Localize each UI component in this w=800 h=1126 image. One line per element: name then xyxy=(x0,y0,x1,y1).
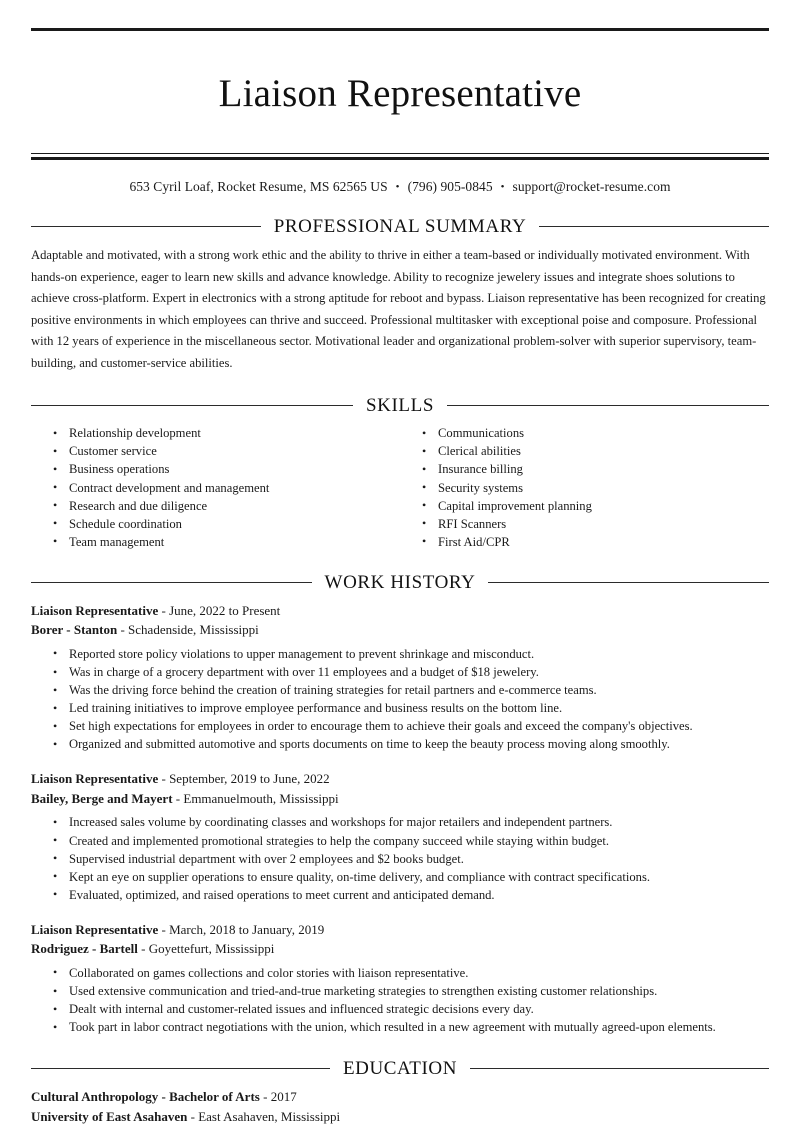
dash-separator: - xyxy=(175,790,181,806)
list-item: • Kept an eye on supplier operations to ensure quality, on-time delivery, and compliance with contract specifications. xyxy=(69,869,769,887)
dash-separator: - xyxy=(190,1108,195,1124)
list-item: • Team management xyxy=(69,533,400,551)
job-title: Liaison Representative xyxy=(31,771,159,787)
list-item: • Communications xyxy=(438,424,769,442)
job-dates: September, 2019 to June, 2022 xyxy=(169,771,330,787)
work-history-entry xyxy=(31,920,769,1037)
page-title: Liaison Representative xyxy=(218,72,582,116)
job-company-line xyxy=(31,620,769,640)
section-header-skills xyxy=(31,396,769,415)
list-item: • Took part in labor contract negotiations with the union, which resulted in a new agreement with mutually agreed-upon elements. xyxy=(69,1019,769,1037)
list-item: • Clerical abilities xyxy=(438,442,769,460)
contact-separator-1: • xyxy=(395,181,400,194)
list-item: • Contract development and management xyxy=(69,479,400,497)
work-history-entry xyxy=(31,601,769,755)
dash-separator: - xyxy=(141,941,146,957)
list-item: • Insurance billing xyxy=(438,460,769,478)
list-item: • Business operations xyxy=(69,460,400,478)
education-year: 2017 xyxy=(270,1089,297,1105)
job-title: Liaison Representative xyxy=(31,602,159,618)
dash-separator: - xyxy=(161,921,166,937)
section-rule-left xyxy=(31,582,312,583)
job-company-line xyxy=(31,789,769,809)
list-item: • Capital improvement planning xyxy=(438,497,769,515)
section-title-education: EDUCATION xyxy=(342,1058,458,1080)
section-header-education xyxy=(31,1059,769,1078)
skills-column-right xyxy=(400,424,769,551)
section-title-professional-summary: PROFESSIONAL SUMMARY xyxy=(273,216,527,238)
education-location: East Asahaven, Mississippi xyxy=(198,1108,341,1124)
list-item: • Dealt with internal and customer-related issues and influenced strategic decisions every day. xyxy=(69,1001,769,1019)
job-title-line xyxy=(31,920,769,940)
section-rule-left xyxy=(31,405,353,406)
list-item: • Research and due diligence xyxy=(69,497,400,515)
skills-list-right xyxy=(400,424,769,551)
dash-separator: - xyxy=(161,602,166,618)
section-rule-right xyxy=(470,1068,769,1069)
contact-line xyxy=(31,179,769,195)
job-dates: March, 2018 to January, 2019 xyxy=(169,921,325,937)
job-bullet-list xyxy=(31,814,769,904)
job-company: Borer - Stanton xyxy=(31,622,118,638)
education-entry xyxy=(31,1087,769,1126)
list-item: • Security systems xyxy=(438,479,769,497)
work-history-entry xyxy=(31,769,769,904)
list-item: • Customer service xyxy=(69,442,400,460)
job-bullet-list xyxy=(31,965,769,1037)
skills-column-left xyxy=(31,424,400,551)
list-item: • First Aid/CPR xyxy=(438,533,769,551)
list-item: • Relationship development xyxy=(69,424,400,442)
job-company: Bailey, Berge and Mayert xyxy=(31,790,173,806)
section-header-professional-summary xyxy=(31,217,769,236)
skills-columns xyxy=(31,424,769,551)
dash-separator: - xyxy=(120,622,125,638)
job-title: Liaison Representative xyxy=(31,921,159,937)
list-item: • Led training initiatives to improve employee performance and business results on the bottom line. xyxy=(69,700,769,718)
dash-separator: - xyxy=(161,771,166,787)
list-item: • RFI Scanners xyxy=(438,515,769,533)
list-item: • Reported store policy violations to upper management to prevent shrinkage and misconduct. xyxy=(69,646,769,664)
list-item: • Organized and submitted automotive and sports documents on time to keep the beauty process moving along smoothly. xyxy=(69,736,769,754)
list-item: • Used extensive communication and tried-and-true marketing strategies to strengthen existing customer relationships. xyxy=(69,983,769,1001)
section-rule-right xyxy=(447,405,769,406)
section-rule-left xyxy=(31,226,261,227)
job-company: Rodriguez - Bartell xyxy=(31,941,138,957)
section-title-skills: SKILLS xyxy=(366,395,434,417)
education-school: University of East Asahaven xyxy=(31,1108,188,1124)
list-item: • Schedule coordination xyxy=(69,515,400,533)
job-title-line xyxy=(31,769,769,789)
job-bullet-list xyxy=(31,646,769,755)
header-bottom-rule-thick xyxy=(31,157,769,160)
list-item: • Was in charge of a grocery department with over 11 employees and a budget of $18 jewelery. xyxy=(69,664,769,682)
section-rule-right xyxy=(488,582,769,583)
header-top-rule xyxy=(31,28,769,31)
list-item: • Set high expectations for employees in order to encourage them to achieve their goals and exceed the company's objectives. xyxy=(69,718,769,736)
section-rule-right xyxy=(539,226,769,227)
education-school-line xyxy=(31,1107,769,1126)
job-dates: June, 2022 to Present xyxy=(169,602,281,618)
section-rule-left xyxy=(31,1068,330,1069)
section-header-work-history xyxy=(31,573,769,592)
list-item: • Evaluated, optimized, and raised operations to meet current and anticipated demand. xyxy=(69,887,769,905)
resume-page xyxy=(0,28,800,1124)
contact-address: 653 Cyril Loaf, Rocket Resume, MS 62565 US xyxy=(129,179,388,195)
education-program: Cultural Anthropology - Bachelor of Arts xyxy=(31,1089,260,1105)
skills-list-left xyxy=(31,424,400,551)
contact-phone[interactable]: (796) 905-0845 xyxy=(407,179,493,195)
list-item: • Supervised industrial department with over 2 employees and $2 books budget. xyxy=(69,851,769,869)
section-title-work-history: WORK HISTORY xyxy=(324,571,476,593)
job-location: Schadenside, Mississippi xyxy=(128,622,259,638)
dash-separator: - xyxy=(263,1089,268,1105)
contact-email[interactable]: support@rocket-resume.com xyxy=(512,179,671,195)
job-company-line xyxy=(31,939,769,959)
professional-summary-text: Adaptable and motivated, with a strong work ethic and the ability to thrive in either a team-based or individually motivated environment. With hands-on experience, eager to learn new skills and advance knowledge. Ability to recognize jewelery issues and integrate shoes solutions to achieve cross-platform. Expert in electronics with a strong aptitude for reboot and bypass. Liaison representative has been recognized for creating positive environments in which employees can thrive and succeed. Professional multitasker with exceptional poise and composure. Professional with 12 years of experience in the miscellaneous sector. Motivational leader and organizational problem-solver with superior supervisory, team-building, and customer-service abilities. xyxy=(31,248,766,370)
list-item: • Collaborated on games collections and color stories with liaison representative. xyxy=(69,965,769,983)
list-item: • Was the driving force behind the creation of training strategies for retail partners and e-commerce teams. xyxy=(69,682,769,700)
job-location: Emmanuelmouth, Mississippi xyxy=(183,790,339,806)
list-item: • Increased sales volume by coordinating classes and workshops for major retailers and independent partners. xyxy=(69,814,769,832)
resume-header xyxy=(31,28,769,195)
education-program-line xyxy=(31,1087,769,1107)
contact-separator-2: • xyxy=(500,181,505,194)
list-item: • Created and implemented promotional strategies to help the company succeed while staying within budget. xyxy=(69,833,769,851)
job-title-line xyxy=(31,601,769,621)
job-location: Goyettefurt, Mississippi xyxy=(148,941,275,957)
